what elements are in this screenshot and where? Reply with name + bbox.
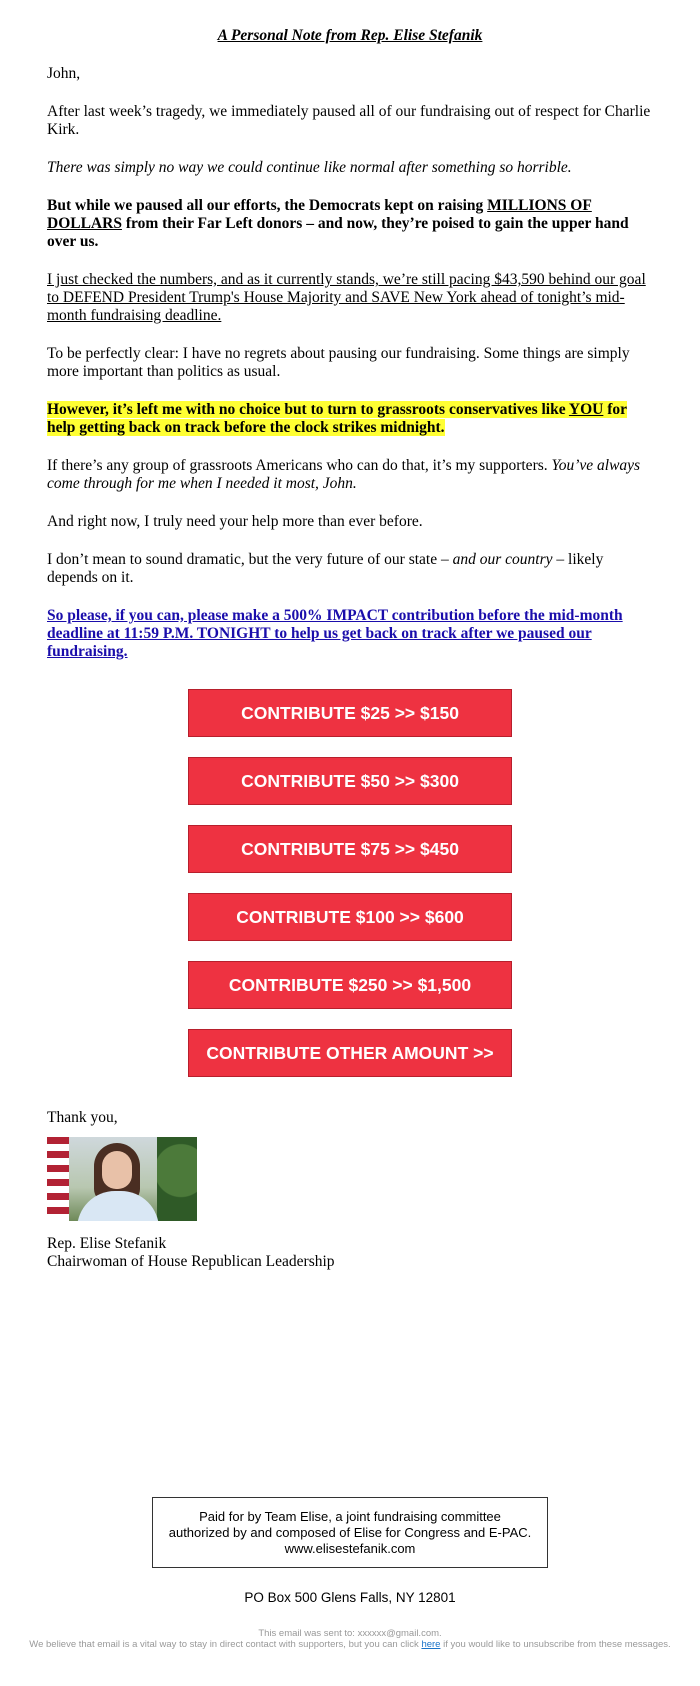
p7-text-a: If there’s any group of grassroots Americans who can do that, it’s my supporters.: [47, 457, 552, 474]
paragraph-4: I just checked the numbers, and as it currently stands, we’re still pacing $43,590 behind our goal to DEFEND President Trump's House Majority and SAVE New York ahead of tonight’s mid-month fundraising deadline.: [47, 271, 646, 324]
email-title: A Personal Note from Rep. Elise Stefanik: [217, 27, 483, 44]
paragraph-6: [47, 401, 653, 437]
paragraph-9: [47, 551, 653, 587]
paragraph-7: [47, 457, 653, 493]
contribute-100-button[interactable]: CONTRIBUTE $100 >> $600: [188, 893, 512, 941]
mailing-address: PO Box 500 Glens Falls, NY 12801: [244, 1590, 456, 1605]
p6-text-a: However, it’s left me with no choice but to turn to grassroots conservatives like: [47, 401, 569, 418]
paragraph-8: And right now, I truly need your help more than ever before.: [47, 513, 423, 530]
paragraph-2: There was simply no way we could continue like normal after something so horrible.: [47, 159, 572, 176]
paragraph-1: After last week’s tragedy, we immediately paused all of our fundraising out of respect for Charlie Kirk.: [47, 103, 651, 138]
signature-name: Rep. Elise Stefanik: [47, 1235, 167, 1252]
p9-text-c: – likely depends on it.: [47, 551, 604, 586]
p9-text-a: I don’t mean to sound dramatic, but the very future of our state –: [47, 551, 453, 568]
highlighted-text: [47, 401, 627, 436]
email-body: [47, 0, 653, 1271]
p3-emphasis: MILLIONS OF DOLLARS: [47, 197, 592, 232]
tree-graphic: [157, 1137, 197, 1221]
greeting: John,: [47, 65, 81, 82]
p3-text-a: But while we paused all our efforts, the Democrats kept on raising: [47, 197, 488, 214]
shirt-graphic: [77, 1191, 159, 1221]
contribution-buttons: [47, 689, 653, 1077]
sent-to-text: This email was sent to: xxxxxx@gmail.com.: [258, 1628, 442, 1639]
face-graphic: [102, 1151, 132, 1189]
p9-italic: and our country: [452, 551, 553, 568]
contribute-250-button[interactable]: CONTRIBUTE $250 >> $1,500: [188, 961, 512, 1009]
contribute-50-button[interactable]: CONTRIBUTE $50 >> $300: [188, 757, 512, 805]
paragraph-3: [47, 197, 653, 251]
contribute-other-button[interactable]: CONTRIBUTE OTHER AMOUNT >>: [188, 1029, 512, 1077]
unsub-after: if you would like to unsubscribe from these messages.: [440, 1639, 671, 1650]
thanks-text: Thank you,: [47, 1109, 118, 1126]
contribution-link[interactable]: So please, if you can, please make a 500% IMPACT contribution before the mid-month deadline at 11:59 P.M. TONIGHT to help us get back on track after we paused our fundraising.: [47, 607, 623, 660]
paragraph-5: To be perfectly clear: I have no regrets about pausing our fundraising. Some things are simply more important than politics as usual.: [47, 345, 630, 380]
signature-photo: [47, 1137, 197, 1221]
contribute-75-button[interactable]: CONTRIBUTE $75 >> $450: [188, 825, 512, 873]
unsubscribe-text: [0, 1639, 700, 1650]
p7-italic: You’ve always come through for me when I needed it most, John.: [47, 457, 641, 492]
p6-text-c: for help getting back on track before the clock strikes midnight.: [47, 401, 627, 436]
unsubscribe-link[interactable]: here: [421, 1639, 441, 1650]
contribute-25-button[interactable]: CONTRIBUTE $25 >> $150: [188, 689, 512, 737]
p6-emphasis: YOU: [568, 401, 604, 418]
p3-text-c: from their Far Left donors – and now, they’re poised to gain the upper hand over us.: [47, 215, 629, 250]
signature-role: Chairwoman of House Republican Leadership: [47, 1253, 335, 1270]
flag-graphic: [47, 1137, 69, 1221]
unsub-before: We believe that email is a vital way to stay in direct contact with supporters, but you can click: [29, 1639, 422, 1650]
email-footer: [0, 1628, 700, 1650]
paid-for-disclaimer: Paid for by Team Elise, a joint fundraising committee authorized by and composed of Elise for Congress and E-PAC. www.elisestefanik.com: [152, 1497, 548, 1568]
